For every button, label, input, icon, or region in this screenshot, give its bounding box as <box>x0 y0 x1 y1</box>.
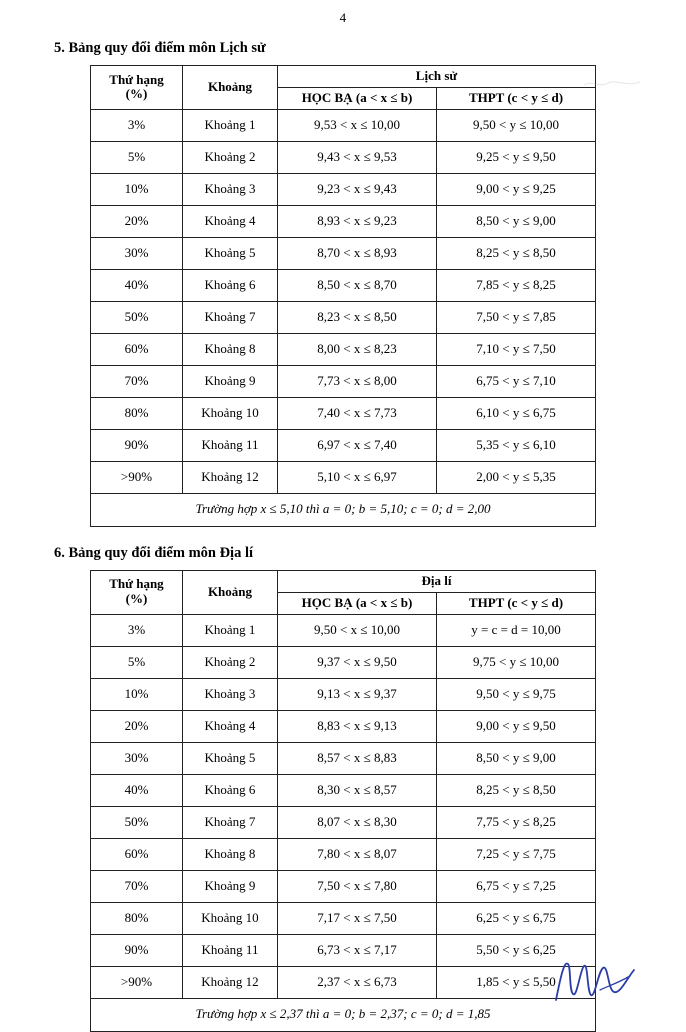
table-row <box>91 109 596 141</box>
cell-range: Khoảng 2 <box>182 646 277 678</box>
table-row <box>90 870 595 902</box>
cell-hoc-ba: 7,50 < x ≤ 7,80 <box>277 870 436 902</box>
cell-rank: 90% <box>91 429 183 461</box>
cell-thpt: 9,00 < y ≤ 9,25 <box>437 173 596 205</box>
cell-range: Khoảng 6 <box>183 269 278 301</box>
grade-table-history <box>90 65 596 527</box>
section-heading-history: 5. Bảng quy đổi điểm môn Lịch sử <box>54 40 266 56</box>
cell-rank: 80% <box>90 902 182 934</box>
cell-thpt: 6,75 < y ≤ 7,10 <box>437 365 596 397</box>
cell-thpt: y = c = d = 10,00 <box>436 614 595 646</box>
header-rank <box>91 66 183 110</box>
cell-hoc-ba: 9,23 < x ≤ 9,43 <box>278 173 437 205</box>
cell-range: Khoảng 1 <box>183 109 278 141</box>
cell-thpt: 2,00 < y ≤ 5,35 <box>437 461 596 493</box>
cell-hoc-ba: 8,23 < x ≤ 8,50 <box>278 301 437 333</box>
table-row <box>90 614 595 646</box>
page-number: 4 <box>339 10 347 25</box>
header-rank-line1: Thứ hạng <box>109 71 164 87</box>
cell-thpt: 7,85 < y ≤ 8,25 <box>437 269 596 301</box>
cell-thpt: 1,85 < y ≤ 5,50 <box>436 966 595 998</box>
cell-hoc-ba: 8,30 < x ≤ 8,57 <box>277 774 436 806</box>
table-note-row <box>91 493 596 526</box>
cell-range: Khoảng 6 <box>182 774 277 806</box>
table-row <box>90 902 595 934</box>
grade-table-geography <box>90 570 596 1032</box>
cell-hoc-ba: 8,00 < x ≤ 8,23 <box>278 333 437 365</box>
cell-rank: 70% <box>91 365 183 397</box>
faint-stamp-mark <box>582 76 642 86</box>
cell-hoc-ba: 5,10 < x ≤ 6,97 <box>278 461 437 493</box>
cell-range: Khoảng 9 <box>182 870 277 902</box>
cell-rank: 50% <box>91 301 183 333</box>
header-range: Khoảng <box>183 66 278 110</box>
header-range: Khoảng <box>182 570 277 614</box>
table-row <box>91 397 596 429</box>
header-rank-line2: (%) <box>125 591 148 607</box>
cell-hoc-ba: 6,73 < x ≤ 7,17 <box>277 934 436 966</box>
cell-rank: 5% <box>91 141 183 173</box>
cell-thpt: 7,75 < y ≤ 8,25 <box>436 806 595 838</box>
cell-thpt: 9,50 < y ≤ 9,75 <box>436 678 595 710</box>
table-header-row <box>90 570 595 592</box>
cell-hoc-ba: 7,40 < x ≤ 7,73 <box>278 397 437 429</box>
cell-hoc-ba: 8,50 < x ≤ 8,70 <box>278 269 437 301</box>
table-row <box>91 141 596 173</box>
cell-thpt: 9,50 < y ≤ 10,00 <box>437 109 596 141</box>
cell-hoc-ba: 7,73 < x ≤ 8,00 <box>278 365 437 397</box>
cell-rank: 40% <box>91 269 183 301</box>
cell-range: Khoảng 4 <box>182 710 277 742</box>
cell-range: Khoảng 5 <box>183 237 278 269</box>
cell-thpt: 9,25 < y ≤ 9,50 <box>437 141 596 173</box>
cell-rank: 50% <box>90 806 182 838</box>
cell-thpt: 7,10 < y ≤ 7,50 <box>437 333 596 365</box>
cell-rank: 10% <box>90 678 182 710</box>
table-row <box>91 365 596 397</box>
header-thpt: THPT (c < y ≤ d) <box>437 87 596 109</box>
cell-rank: 20% <box>91 205 183 237</box>
table-note-row <box>90 998 595 1031</box>
header-hoc-ba: HỌC BẠ (a < x ≤ b) <box>277 592 436 614</box>
cell-rank: 20% <box>90 710 182 742</box>
cell-thpt: 9,75 < y ≤ 10,00 <box>436 646 595 678</box>
table-row <box>91 269 596 301</box>
cell-rank: 3% <box>90 614 182 646</box>
cell-rank: 60% <box>91 333 183 365</box>
table-row <box>90 646 595 678</box>
table-header-row <box>91 66 596 88</box>
cell-hoc-ba: 8,07 < x ≤ 8,30 <box>277 806 436 838</box>
cell-thpt: 6,75 < y ≤ 7,25 <box>436 870 595 902</box>
cell-range: Khoảng 10 <box>182 902 277 934</box>
table-row <box>91 301 596 333</box>
cell-thpt: 8,25 < y ≤ 8,50 <box>437 237 596 269</box>
cell-rank: >90% <box>90 966 182 998</box>
cell-hoc-ba: 8,83 < x ≤ 9,13 <box>277 710 436 742</box>
cell-hoc-ba: 7,80 < x ≤ 8,07 <box>277 838 436 870</box>
table-row <box>90 742 595 774</box>
cell-rank: 30% <box>91 237 183 269</box>
table-row <box>91 173 596 205</box>
table-row <box>90 710 595 742</box>
cell-range: Khoảng 7 <box>183 301 278 333</box>
cell-thpt: 6,10 < y ≤ 6,75 <box>437 397 596 429</box>
cell-range: Khoảng 9 <box>183 365 278 397</box>
note-text: Trường hợp x ≤ 2,37 thì a = 0; b = 2,37; c = 0; d = 1,85 <box>90 998 595 1031</box>
header-rank-line1: Thứ hạng <box>109 576 164 592</box>
cell-thpt: 5,50 < y ≤ 6,25 <box>436 934 595 966</box>
header-rank <box>90 570 182 614</box>
table-row <box>90 966 595 998</box>
header-thpt: THPT (c < y ≤ d) <box>436 592 595 614</box>
cell-thpt: 9,00 < y ≤ 9,50 <box>436 710 595 742</box>
cell-rank: 80% <box>91 397 183 429</box>
table-row <box>90 838 595 870</box>
cell-hoc-ba: 9,13 < x ≤ 9,37 <box>277 678 436 710</box>
cell-hoc-ba: 9,37 < x ≤ 9,50 <box>277 646 436 678</box>
cell-rank: 10% <box>91 173 183 205</box>
cell-range: Khoảng 11 <box>182 934 277 966</box>
cell-rank: 30% <box>90 742 182 774</box>
cell-thpt: 5,35 < y ≤ 6,10 <box>437 429 596 461</box>
cell-hoc-ba: 8,70 < x ≤ 8,93 <box>278 237 437 269</box>
table-row <box>90 774 595 806</box>
cell-range: Khoảng 7 <box>182 806 277 838</box>
cell-range: Khoảng 5 <box>182 742 277 774</box>
header-subject: Lịch sử <box>278 66 596 88</box>
cell-hoc-ba: 9,53 < x ≤ 10,00 <box>278 109 437 141</box>
cell-range: Khoảng 3 <box>183 173 278 205</box>
cell-rank: 70% <box>90 870 182 902</box>
cell-thpt: 6,25 < y ≤ 6,75 <box>436 902 595 934</box>
note-text: Trường hợp x ≤ 5,10 thì a = 0; b = 5,10; c = 0; d = 2,00 <box>91 493 596 526</box>
cell-range: Khoảng 2 <box>183 141 278 173</box>
table-row <box>91 205 596 237</box>
cell-range: Khoảng 4 <box>183 205 278 237</box>
cell-rank: 40% <box>90 774 182 806</box>
cell-range: Khoảng 3 <box>182 678 277 710</box>
cell-thpt: 8,25 < y ≤ 8,50 <box>436 774 595 806</box>
cell-rank: 3% <box>91 109 183 141</box>
cell-range: Khoảng 12 <box>182 966 277 998</box>
section-heading-geography: 6. Bảng quy đổi điểm môn Địa lí <box>54 544 254 561</box>
cell-rank: >90% <box>91 461 183 493</box>
cell-hoc-ba: 9,50 < x ≤ 10,00 <box>277 614 436 646</box>
header-subject: Địa lí <box>277 570 595 592</box>
cell-rank: 90% <box>90 934 182 966</box>
cell-hoc-ba: 8,57 < x ≤ 8,83 <box>277 742 436 774</box>
cell-hoc-ba: 6,97 < x ≤ 7,40 <box>278 429 437 461</box>
cell-thpt: 8,50 < y ≤ 9,00 <box>436 742 595 774</box>
cell-hoc-ba: 7,17 < x ≤ 7,50 <box>277 902 436 934</box>
header-hoc-ba: HỌC BẠ (a < x ≤ b) <box>278 87 437 109</box>
table-row <box>90 678 595 710</box>
table-row <box>90 934 595 966</box>
cell-range: Khoảng 1 <box>182 614 277 646</box>
table-row <box>91 429 596 461</box>
cell-thpt: 7,25 < y ≤ 7,75 <box>436 838 595 870</box>
cell-range: Khoảng 12 <box>183 461 278 493</box>
cell-range: Khoảng 8 <box>183 333 278 365</box>
cell-range: Khoảng 8 <box>182 838 277 870</box>
cell-hoc-ba: 2,37 < x ≤ 6,73 <box>277 966 436 998</box>
cell-thpt: 7,50 < y ≤ 7,85 <box>437 301 596 333</box>
table-row <box>91 333 596 365</box>
header-rank-line2: (%) <box>125 86 148 102</box>
table-row <box>90 806 595 838</box>
cell-rank: 5% <box>90 646 182 678</box>
table-row <box>91 461 596 493</box>
table-row <box>91 237 596 269</box>
cell-hoc-ba: 9,43 < x ≤ 9,53 <box>278 141 437 173</box>
cell-range: Khoảng 11 <box>183 429 278 461</box>
cell-range: Khoảng 10 <box>183 397 278 429</box>
cell-thpt: 8,50 < y ≤ 9,00 <box>437 205 596 237</box>
cell-rank: 60% <box>90 838 182 870</box>
cell-hoc-ba: 8,93 < x ≤ 9,23 <box>278 205 437 237</box>
